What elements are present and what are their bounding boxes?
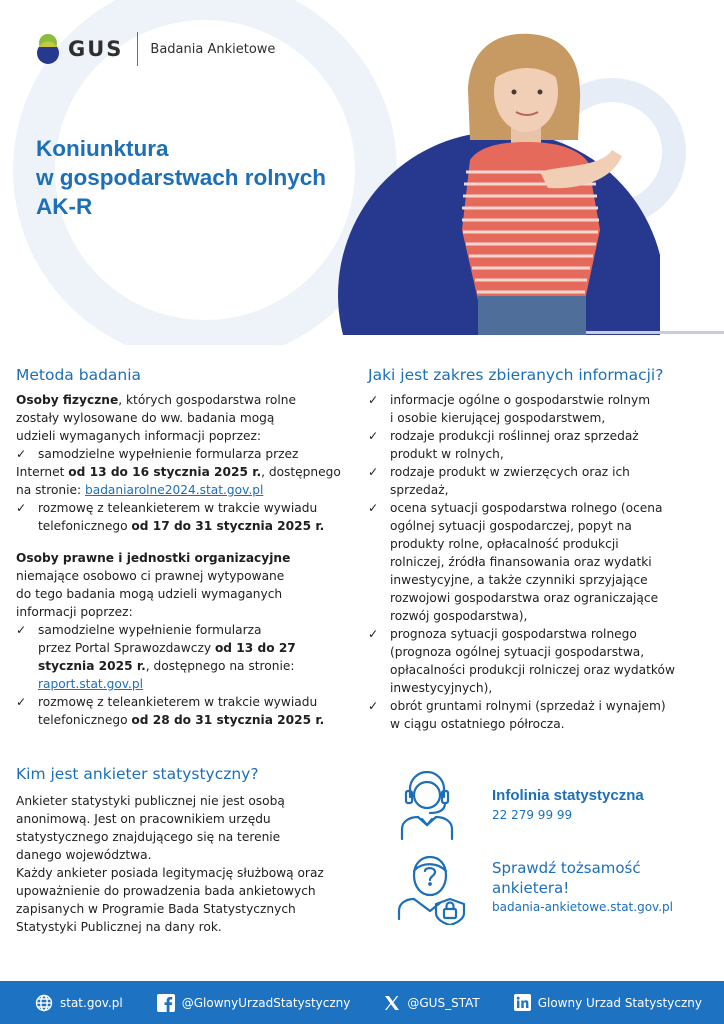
text: , dostępnego — [261, 465, 341, 479]
footer-web-link[interactable] — [35, 994, 123, 1012]
infolinia-phone[interactable]: 22 279 99 99 — [492, 808, 573, 822]
zakres-list — [368, 391, 718, 733]
text: zostały wylosowane do ww. badania mogą — [16, 411, 275, 425]
zakres-item-line — [368, 625, 718, 643]
checkmark-icon: ✓ — [368, 699, 379, 713]
zakres-item-line — [368, 643, 718, 661]
section-heading-metoda: Metoda badania — [16, 366, 142, 384]
text: Internet — [16, 465, 69, 479]
checkmark-icon: ✓ — [368, 465, 379, 479]
section-heading-zakres: Jaki jest zakres zbieranych informacji? — [368, 366, 664, 384]
verify-title-line: Sprawdź tożsamość — [492, 859, 641, 877]
footer-facebook-label: @GlownyUrzadStatystyczny — [181, 995, 351, 1010]
text: , których gospodarstwa rolne — [118, 393, 296, 407]
text: rozwojowi gospodarstwa oraz ograniczające — [390, 591, 659, 605]
logo-divider — [137, 32, 138, 66]
verify-identity-icon — [396, 853, 468, 925]
footer-linkedin-label: Glowny Urzad Statystyczny — [537, 995, 702, 1010]
zakres-item-line — [368, 445, 718, 463]
zakres-item-line — [368, 517, 718, 535]
footer-bar — [0, 981, 724, 1024]
text: samodzielne wypełnienie formularza — [38, 623, 262, 637]
zakres-item-line — [368, 553, 718, 571]
verify-title — [492, 858, 641, 898]
text: (prognoza ogólnej sytuacji gospodarstwa, — [390, 645, 645, 659]
text: na stronie: — [16, 483, 85, 497]
footer-linkedin-link[interactable] — [514, 994, 702, 1011]
text: rolniczej, źródła finansowania oraz wydatki — [390, 555, 652, 569]
text: samodzielne wypełnienie formularza przez — [38, 447, 299, 461]
bold-text: od 13 do 16 stycznia 2025 r. — [68, 465, 262, 479]
zakres-item-line — [368, 571, 718, 589]
globe-icon — [35, 994, 53, 1012]
title-line: Koniunktura — [36, 136, 169, 161]
header-subtitle: Badania Ankietowe — [150, 41, 276, 57]
zakres-item-line — [368, 481, 718, 499]
zakres-item-line — [368, 391, 718, 409]
text: rozmowę z teleankieterem w trakcie wywiadu — [38, 695, 318, 709]
verify-url-link[interactable]: badania-ankietowe.stat.gov.pl — [492, 900, 673, 914]
footer-web-label: stat.gov.pl — [60, 995, 123, 1010]
text: rodzaje produkcji roślinnej oraz sprzedaż — [390, 429, 639, 443]
text: sprzedaż, — [390, 483, 449, 497]
text: informacje ogólne o gospodarstwie rolnym — [390, 393, 651, 407]
facebook-icon — [157, 994, 175, 1012]
footer-x-link[interactable] — [384, 995, 479, 1011]
text: i osobie kierującej gospodarstwem, — [390, 411, 606, 425]
checkmark-icon: ✓ — [16, 447, 27, 461]
footer-x-label: @GUS_STAT — [407, 995, 480, 1010]
text: rozwój gospodarstwa), — [390, 609, 528, 623]
text: informacji poprzez: — [16, 605, 133, 619]
zakres-item-line — [368, 661, 718, 679]
checkmark-icon: ✓ — [368, 627, 379, 641]
ankieter-line: Statystyki Publicznej na dany rok. — [16, 920, 222, 934]
text: przez Portal Sprawozdawczy — [38, 641, 215, 655]
text: w ciągu ostatniego półrocza. — [390, 717, 565, 731]
headset-operator-icon — [398, 771, 456, 841]
text: ogólnej sytuacji gospodarczej, popyt na — [390, 519, 632, 533]
text: , dostępnego na stronie: — [145, 659, 295, 673]
title-line: w gospodarstwach rolnych — [36, 165, 327, 190]
metoda-body — [16, 391, 358, 729]
text: do tego badania mogą udzieli wymaganych — [16, 587, 283, 601]
checkmark-icon: ✓ — [368, 429, 379, 443]
text: prognoza sytuacji gospodarstwa rolnego — [390, 627, 637, 641]
bold-text: stycznia 2025 r. — [38, 659, 146, 673]
logo-text: GUS — [68, 37, 124, 61]
page-title — [36, 134, 356, 221]
zakres-item-line — [368, 409, 718, 427]
bold-text: Osoby fizyczne — [16, 393, 119, 407]
link-badaniarolne[interactable]: badaniarolne2024.stat.gov.pl — [84, 483, 264, 497]
zakres-item-line — [368, 715, 718, 733]
section-heading-ankieter: Kim jest ankieter statystyczny? — [16, 765, 259, 783]
checkmark-icon: ✓ — [16, 623, 27, 637]
bold-text: od 28 do 31 stycznia 2025 r. — [131, 713, 325, 727]
bold-text: od 17 do 31 stycznia 2025 r. — [131, 519, 325, 533]
checkmark-icon: ✓ — [368, 501, 379, 515]
text: niemające osobowo ci prawnej wytypowane — [16, 569, 285, 583]
checkmark-icon: ✓ — [16, 501, 27, 515]
text: obrót gruntami rolnymi (sprzedaż i wynajem) — [390, 699, 666, 713]
ankieter-line: anonimową. Jest on pracownikiem urzędu — [16, 812, 271, 826]
zakres-item-line — [368, 499, 718, 517]
zakres-item-line — [368, 607, 718, 625]
ankieter-line: zapisanych w Programie Bada Statystycznych — [16, 902, 296, 916]
link-raport[interactable]: raport.stat.gov.pl — [38, 677, 144, 691]
bold-text: Osoby prawne i jednostki organizacyjne — [16, 551, 291, 565]
text: udzieli wymaganych informacji poprzez: — [16, 429, 262, 443]
text: telefonicznego — [38, 519, 132, 533]
x-twitter-icon — [384, 995, 400, 1011]
text: telefonicznego — [38, 713, 132, 727]
text: produkt w rolnych, — [390, 447, 504, 461]
text: ocena sytuacji gospodarstwa rolnego (ocena — [390, 501, 663, 515]
zakres-item-line — [368, 589, 718, 607]
text: inwestycyjne, a także czynniki sprzyjające — [390, 573, 648, 587]
verify-title-line: ankietera! — [492, 879, 570, 897]
zakres-item-line — [368, 679, 718, 697]
ankieter-line: Każdy ankieter posiada legitymację służbową oraz — [16, 866, 324, 880]
zakres-item-line — [368, 463, 718, 481]
text: rodzaje produkt w zwierzęcych oraz ich — [390, 465, 630, 479]
zakres-item-line — [368, 427, 718, 445]
ankieter-line: Ankieter statystyki publicznej nie jest osobą — [16, 794, 285, 808]
ankieter-line: danego województwa. — [16, 848, 152, 862]
ankieter-line: statystycznego znajdującego się na terenie — [16, 830, 281, 844]
ankieter-body — [16, 792, 361, 936]
checkmark-icon: ✓ — [16, 695, 27, 709]
text: produkty rolne, opłacalność produkcji — [390, 537, 619, 551]
zakres-item-line — [368, 697, 718, 715]
text: opłacalności produkcji rolniczej oraz wydatków — [390, 663, 675, 677]
gus-logo-mark-icon — [34, 33, 62, 65]
bold-text: od 13 do 27 — [214, 641, 296, 655]
footer-facebook-link[interactable] — [157, 994, 351, 1012]
infolinia-title: Infolinia statystyczna — [492, 787, 644, 804]
title-line: AK-R — [36, 194, 93, 219]
gus-logo — [34, 30, 275, 68]
linkedin-icon — [514, 994, 531, 1011]
text: inwestycyjnych), — [390, 681, 493, 695]
zakres-item-line — [368, 535, 718, 553]
text: rozmowę z teleankieterem w trakcie wywiadu — [38, 501, 318, 515]
checkmark-icon: ✓ — [368, 393, 379, 407]
ankieter-line: upoważnienie do prowadzenia bada ankietowych — [16, 884, 316, 898]
